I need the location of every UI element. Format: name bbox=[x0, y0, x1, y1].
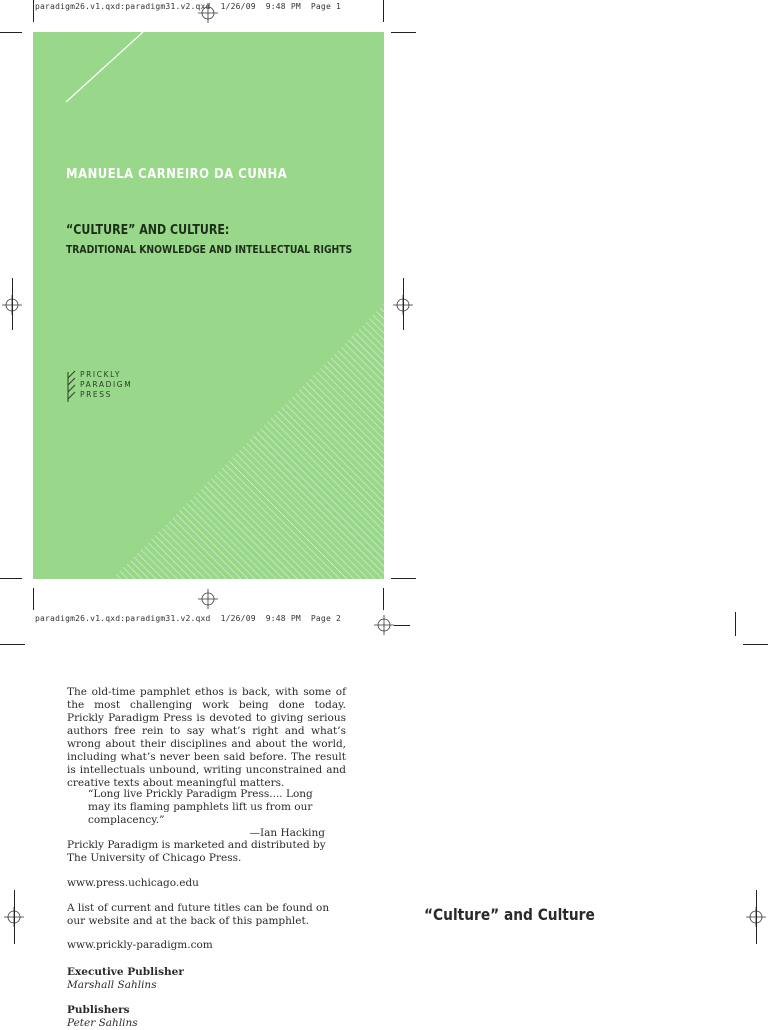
logo-line-2: PARADIGM bbox=[80, 380, 133, 389]
crop-mark bbox=[0, 32, 22, 33]
press-url-link[interactable]: www.press.uchicago.edu bbox=[67, 877, 199, 889]
crop-mark bbox=[14, 890, 15, 944]
crop-mark bbox=[383, 588, 384, 610]
crop-mark bbox=[394, 625, 410, 626]
crop-mark bbox=[33, 588, 34, 610]
publishers-heading: Publishers bbox=[67, 1004, 130, 1016]
crop-mark bbox=[391, 578, 416, 579]
quote-text: “Long live Prickly Paradigm Press.... Long may its flaming pamphlets lift us from our complacency.” bbox=[88, 788, 313, 826]
crop-mark bbox=[391, 32, 416, 33]
registration-mark-icon bbox=[198, 589, 218, 609]
distribution-line-2: The University of Chicago Press. bbox=[67, 852, 242, 864]
page1-slug-line: paradigm26.v1.qxd:paradigm31.v2.qxd 1/26/09 9:48 PM Page 1 bbox=[35, 2, 342, 11]
titles-note bbox=[67, 902, 346, 928]
logo-line-1: PRICKLY bbox=[80, 370, 122, 379]
intro-paragraph: The old-time pamphlet ethos is back, with some of the most challenging work being done today. Prickly Paradigm Press is devoted to giving serious authors free rein to say what’s right and what’s wrong about their disciplines and about the world, including what’s never been said before. The result is intellectuals unbound, writing unconstrained and creative texts about meaningful matters. bbox=[67, 686, 346, 789]
quote-attribution: —Ian Hacking bbox=[249, 827, 325, 839]
crop-mark bbox=[12, 278, 13, 330]
distribution-line-1: Prickly Paradigm is marketed and distributed by bbox=[67, 839, 326, 851]
registration-mark-icon bbox=[374, 615, 394, 635]
logo-line-3: PRESS bbox=[80, 390, 112, 399]
paradigm-url[interactable] bbox=[67, 939, 346, 952]
crop-mark bbox=[0, 644, 25, 645]
crop-mark bbox=[743, 644, 768, 645]
crop-mark bbox=[33, 0, 34, 22]
publishers bbox=[67, 1004, 346, 1030]
book-cover bbox=[33, 32, 384, 579]
press-url[interactable] bbox=[67, 877, 346, 890]
exec-publisher-name: Marshall Sahlins bbox=[67, 979, 157, 991]
titles-note-text: A list of current and future titles can be found on our website and at the back of this pamphlet. bbox=[67, 902, 330, 927]
cover-hatching bbox=[33, 32, 384, 579]
prickly-paradigm-logo-icon bbox=[66, 370, 78, 402]
paradigm-url-link[interactable]: www.prickly-paradigm.com bbox=[67, 939, 213, 951]
cover-subtitle: TRADITIONAL KNOWLEDGE AND INTELLECTUAL RIGHTS bbox=[66, 243, 353, 256]
press-description bbox=[67, 686, 346, 790]
crop-mark bbox=[403, 278, 404, 330]
distribution-note bbox=[67, 839, 346, 865]
hacking-quote bbox=[88, 788, 325, 840]
exec-publisher-heading: Executive Publisher bbox=[67, 966, 184, 978]
page2-slug-line: paradigm26.v1.qxd:paradigm31.v2.qxd 1/26/09 9:48 PM Page 2 bbox=[35, 614, 342, 623]
crop-mark bbox=[0, 578, 22, 579]
half-title: “Culture” and Culture bbox=[424, 905, 595, 924]
crop-mark bbox=[756, 890, 757, 944]
publishers-name: Peter Sahlins bbox=[67, 1017, 138, 1029]
crop-mark bbox=[383, 0, 384, 22]
exec-publisher bbox=[67, 966, 346, 992]
cover-title: “CULTURE” AND CULTURE: bbox=[66, 223, 230, 238]
registration-mark-icon bbox=[198, 3, 218, 23]
crop-mark bbox=[735, 612, 736, 636]
cover-author: MANUELA CARNEIRO DA CUNHA bbox=[66, 166, 288, 182]
